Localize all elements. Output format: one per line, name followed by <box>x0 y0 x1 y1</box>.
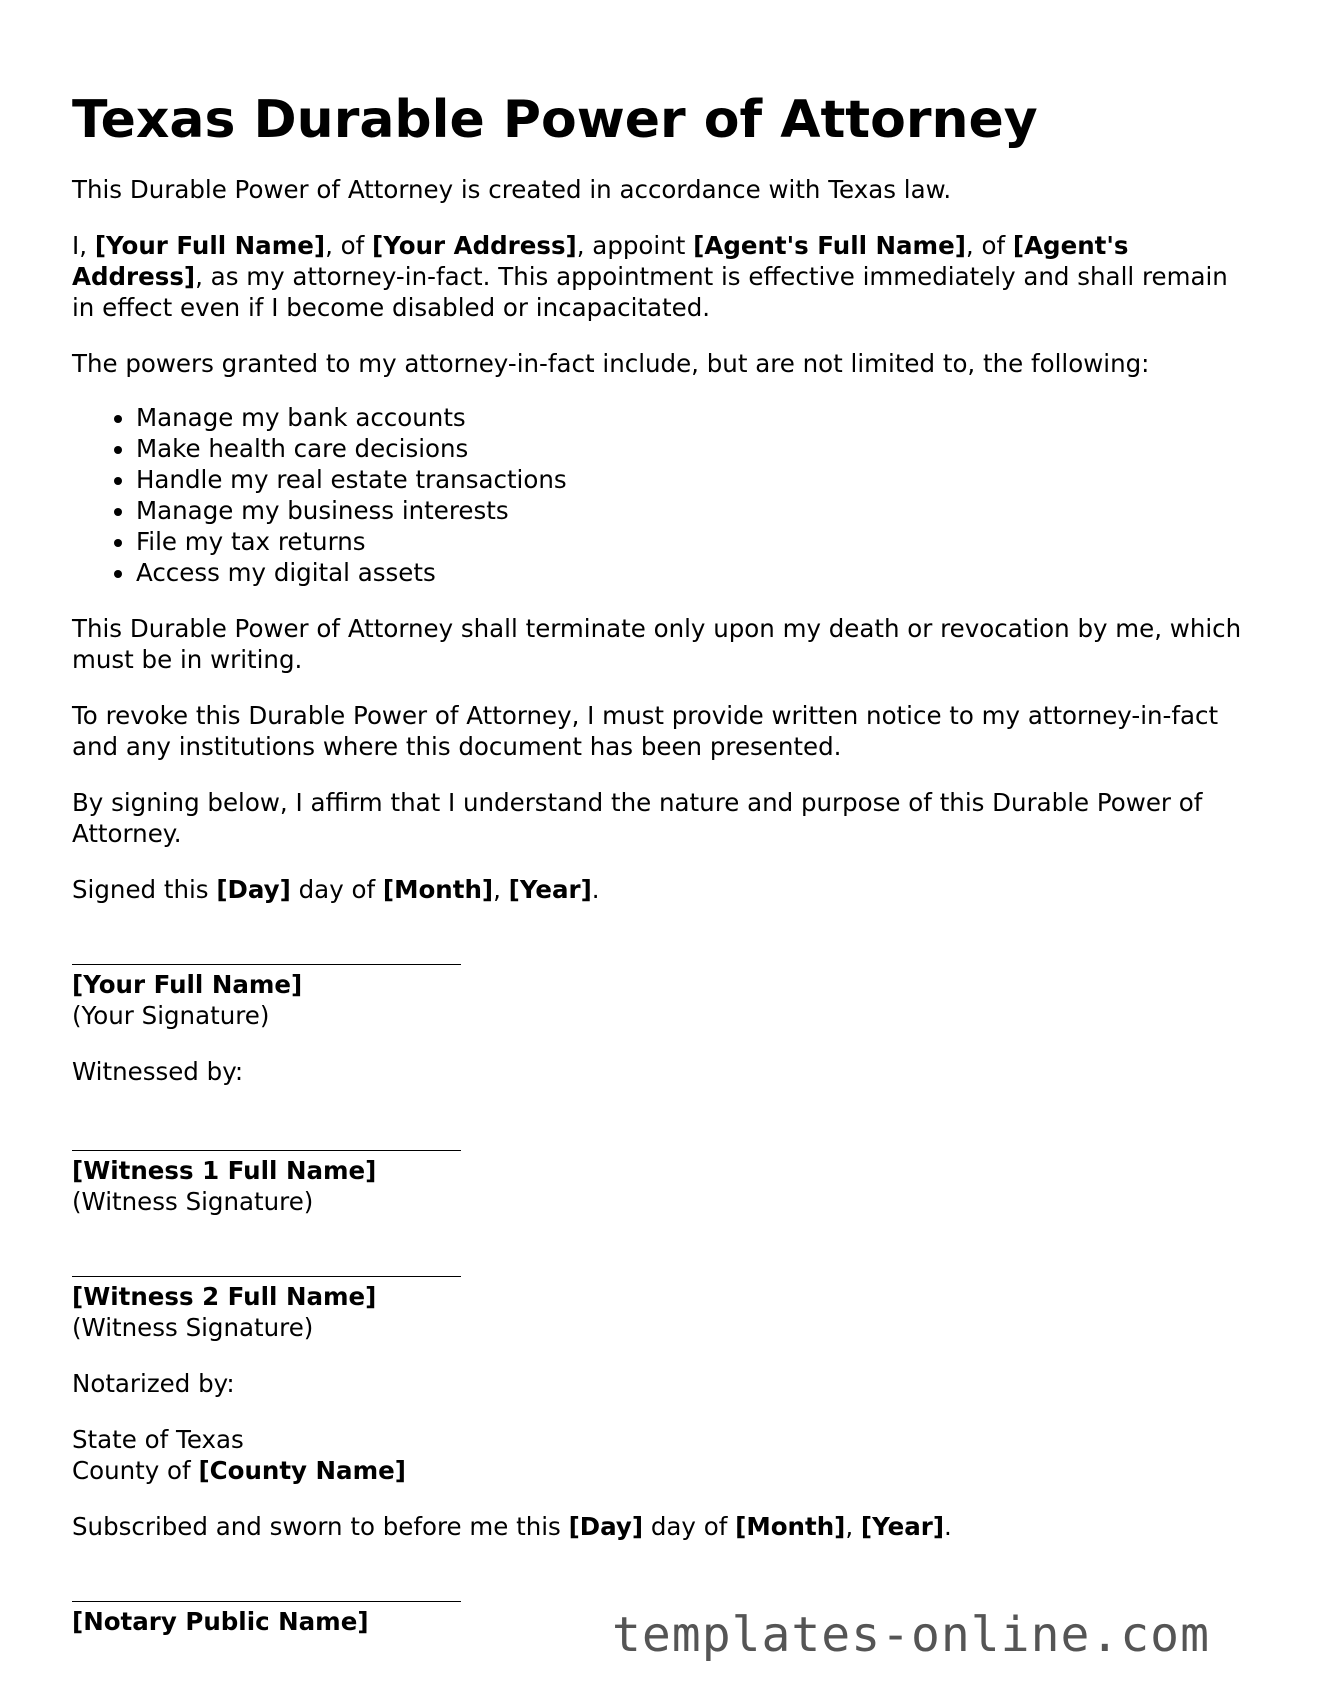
affirmation-paragraph: By signing below, I affirm that I understand the nature and purpose of this Durable Power of Attorney. <box>72 788 1203 848</box>
month-placeholder: [Month] <box>735 1512 846 1541</box>
revocation-paragraph: To revoke this Durable Power of Attorney, I must provide written notice to my attorney-in-fact and any institutions where this document has been presented. <box>72 701 1219 761</box>
signature-line[interactable] <box>72 1601 461 1602</box>
signed-date-line: Signed this [Day] day of [Month], [Year]. <box>72 875 600 904</box>
month-placeholder: [Month] <box>382 875 494 904</box>
witnessed-by-label: Witnessed by: <box>72 1057 244 1086</box>
principal-signature-block <box>72 964 1248 1031</box>
principal-name: [Your Full Name] <box>72 970 303 999</box>
list-item: • File my tax returns <box>136 526 1248 557</box>
witness2-signature-block <box>72 1276 1248 1343</box>
agent-name-placeholder: [Agent's Full Name] <box>693 231 966 260</box>
your-name-placeholder: [Your Full Name] <box>94 231 326 260</box>
intro-paragraph: This Durable Power of Attorney is created in accordance with Texas law. <box>72 175 952 204</box>
powers-list <box>72 402 1248 588</box>
year-placeholder: [Year] <box>508 875 592 904</box>
sworn-date-line: Subscribed and sworn to before me this [Day] day of [Month], [Year]. <box>72 1512 952 1541</box>
venue-state: State of Texas <box>72 1425 244 1454</box>
list-item: • Access my digital assets <box>136 557 1248 588</box>
notary-name: [Notary Public Name] <box>72 1607 369 1636</box>
venue-block: State of Texas County of [County Name] <box>72 1425 406 1485</box>
document-page <box>72 88 1248 1662</box>
witness2-signature-caption: (Witness Signature) <box>72 1313 314 1342</box>
witness1-signature-block <box>72 1150 1248 1217</box>
year-placeholder: [Year] <box>860 1512 945 1541</box>
signature-line[interactable] <box>72 964 461 965</box>
termination-paragraph: This Durable Power of Attorney shall terminate only upon my death or revocation by me, which must be in writing. <box>72 614 1242 674</box>
watermark: templates-online.com <box>612 1607 1210 1663</box>
appointment-paragraph: I, [Your Full Name], of [Your Address], appoint [Agent's Full Name], of [Agent's Address], as my attorney-in-fact. This appointment is effective immediately and shall remain in effect even if I become disabled or incapacitated. <box>72 231 1228 322</box>
witness1-name: [Witness 1 Full Name] <box>72 1156 377 1185</box>
list-item: • Handle my real estate transactions <box>136 464 1248 495</box>
day-placeholder: [Day] <box>216 875 291 904</box>
witness2-name: [Witness 2 Full Name] <box>72 1282 377 1311</box>
list-item: • Make health care decisions <box>136 433 1248 464</box>
agent-address-placeholder: [Agent's Address] <box>72 231 1129 291</box>
document-title: Texas Durable Power of Attorney <box>72 90 1038 150</box>
witness1-signature-caption: (Witness Signature) <box>72 1187 314 1216</box>
county-placeholder: [County Name] <box>198 1456 406 1485</box>
list-item: • Manage my business interests <box>136 495 1248 526</box>
notarized-by-label: Notarized by: <box>72 1369 235 1398</box>
day-placeholder: [Day] <box>568 1512 644 1541</box>
signature-line[interactable] <box>72 1276 461 1277</box>
powers-intro: The powers granted to my attorney-in-fact include, but are not limited to, the following: <box>72 349 1150 378</box>
principal-signature-caption: (Your Signature) <box>72 1001 270 1030</box>
list-item: • Manage my bank accounts <box>136 402 1248 433</box>
signature-line[interactable] <box>72 1150 461 1151</box>
your-address-placeholder: [Your Address] <box>372 231 577 260</box>
